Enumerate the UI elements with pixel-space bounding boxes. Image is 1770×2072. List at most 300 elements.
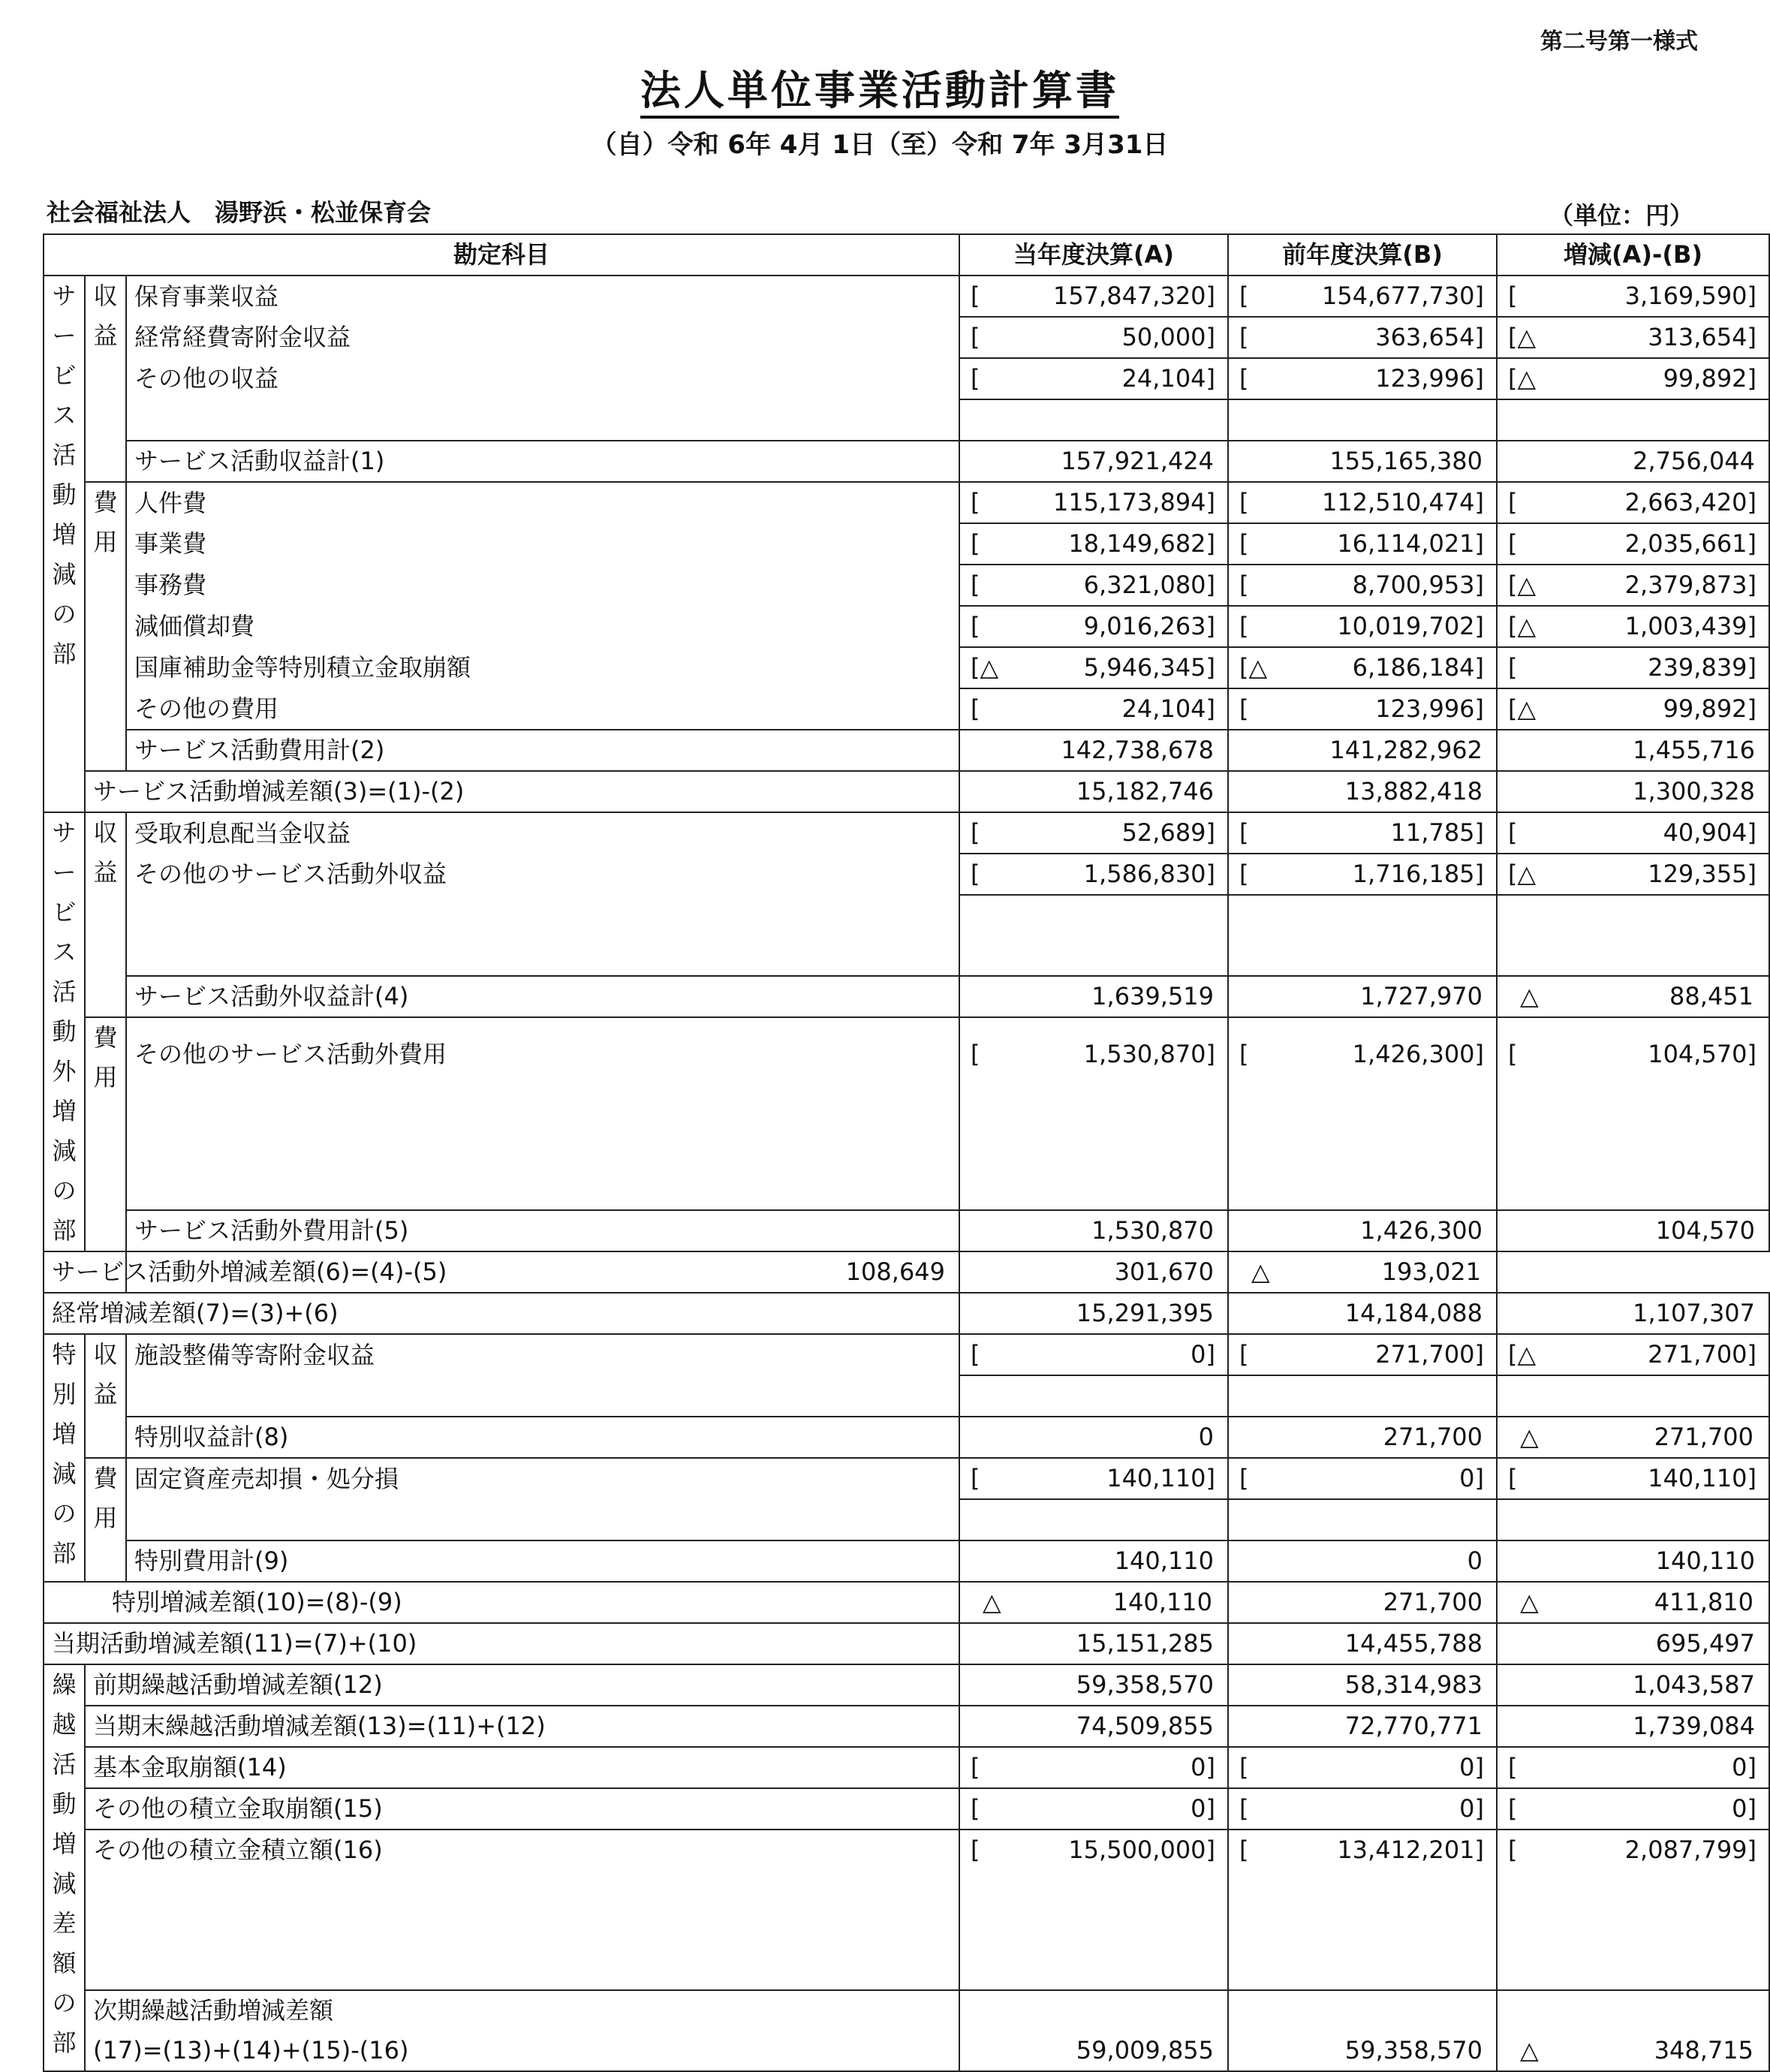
- table-row: [44, 1417, 1769, 1458]
- table-row: [44, 1334, 1769, 1375]
- subtotal-name: サービス活動費用計(2): [126, 730, 959, 771]
- table-row: [44, 647, 1769, 688]
- amount-value: 59,009,855: [1076, 2036, 1215, 2064]
- total-cell: [1228, 976, 1497, 1017]
- amount-value: 1,727,970: [1360, 982, 1483, 1010]
- bracket-open: [: [1508, 1836, 1518, 1864]
- bracket-open: [△: [1508, 364, 1537, 393]
- amount-cell: [959, 358, 1228, 399]
- subtotal-name: サービス活動収益計(1): [126, 441, 959, 482]
- item-name: その他の費用: [126, 688, 959, 730]
- amount-value: 1,426,300: [1360, 1216, 1483, 1245]
- amount-value: 129,355]: [1648, 860, 1757, 888]
- bracket-open: [: [1239, 488, 1249, 516]
- table-row: [44, 317, 1769, 358]
- section-svc-char: ー: [52, 321, 77, 350]
- amount-cell: [1497, 565, 1769, 606]
- table-row: [44, 1130, 1769, 1170]
- bracket-amount: [1236, 565, 1489, 605]
- bracket-amount: [968, 524, 1220, 564]
- spacer-cell: [126, 935, 959, 976]
- section-special-char: の: [52, 1499, 77, 1528]
- section-carry-char: 減: [52, 1869, 77, 1898]
- spacer-cell: [126, 1499, 959, 1540]
- table-row: [44, 976, 1769, 1017]
- bracket-open: [△: [1508, 694, 1537, 723]
- table-row: [44, 688, 1769, 730]
- amount-cell: [1497, 854, 1769, 895]
- bracket-open: [: [1239, 364, 1249, 393]
- amount-value: 0]: [1459, 1753, 1485, 1781]
- empty-cell: [1228, 1499, 1497, 1540]
- section-carry-char: 活: [52, 1750, 77, 1778]
- table-row: [44, 1990, 1769, 2031]
- amount-value: 1,530,870]: [1083, 1039, 1216, 1068]
- amount-value: 1,003,439]: [1624, 612, 1757, 640]
- label-special-expense-char: 用: [93, 1504, 118, 1532]
- total-cell: [959, 1706, 1228, 1747]
- table-row: [44, 1293, 1769, 1334]
- amount-value: 8,700,953]: [1352, 571, 1485, 599]
- amount-cell: [959, 482, 1228, 523]
- bracket-open: [: [1239, 1039, 1249, 1068]
- total-cell: [1228, 771, 1497, 812]
- label-nonsvc-income-char: 収: [93, 818, 118, 847]
- spacer-cell: [126, 1375, 959, 1417]
- total-cell: [1228, 1293, 1497, 1334]
- amount-cell: [959, 647, 1228, 688]
- total-amount: [968, 1583, 1220, 1622]
- total-amount: [1505, 977, 1761, 1016]
- table-row: [44, 1788, 1769, 1830]
- bracket-open: [△: [1508, 612, 1537, 640]
- bracket-open: [: [971, 1753, 980, 1781]
- amount-cell: [1497, 1747, 1769, 1788]
- amount-value: 2,663,420]: [1624, 488, 1757, 516]
- bracket-amount: [1505, 689, 1761, 729]
- amount-value: 1,586,830]: [1083, 860, 1216, 888]
- total-cell: [1497, 1540, 1769, 1582]
- total-cell: [1497, 2031, 1769, 2071]
- empty-cell: [1497, 1950, 1769, 1990]
- table-row: [44, 771, 1769, 812]
- bracket-open: [: [1239, 1836, 1249, 1864]
- amount-cell: [959, 1334, 1228, 1375]
- total-cell: [1228, 730, 1497, 771]
- section-nonsvc-char: 減: [52, 1137, 77, 1165]
- bracket-open: [: [1239, 1794, 1249, 1823]
- bracket-open: [: [971, 529, 980, 558]
- section-nonsvc-char: 増: [52, 1097, 77, 1125]
- amount-value: 3,169,590]: [1624, 282, 1757, 310]
- bracket-open: [: [971, 1340, 980, 1369]
- section-carry-char: 額: [52, 1949, 77, 1977]
- amount-value: 2,087,799]: [1624, 1836, 1757, 1864]
- bracket-amount: [1236, 1459, 1489, 1498]
- bracket-amount: [1505, 1459, 1761, 1498]
- table-row: [44, 1540, 1769, 1582]
- delta-mark: △: [1251, 1257, 1270, 1286]
- table-row: [44, 895, 1769, 935]
- table-row: [44, 1458, 1769, 1499]
- bracket-amount: [1236, 648, 1489, 688]
- section-carry-char: 差: [52, 1909, 77, 1938]
- empty-cell: [1497, 1130, 1769, 1170]
- bracket-amount: [968, 1830, 1220, 1870]
- amount-cell: [959, 523, 1228, 565]
- amount-value: 1,639,519: [1091, 982, 1215, 1010]
- total-cell: [959, 1582, 1228, 1623]
- table-row: [44, 565, 1769, 606]
- table-row: [44, 1870, 1769, 1910]
- total-cell: [1497, 1664, 1769, 1706]
- bracket-amount: [1505, 1830, 1761, 1870]
- amount-cell: [1497, 1788, 1769, 1830]
- bracket-amount: [1236, 1830, 1489, 1870]
- bracket-amount: [1505, 607, 1761, 646]
- amount-value: 142,738,678: [1061, 736, 1215, 764]
- bracket-amount: [968, 359, 1220, 399]
- amount-value: 74,509,855: [1076, 1712, 1215, 1740]
- header-current: 当年度決算(A): [959, 234, 1228, 276]
- bracket-open: [: [1239, 1340, 1249, 1369]
- table-row: [44, 358, 1769, 399]
- section-nonsvc-char: サ: [52, 818, 77, 847]
- amount-value: 0]: [1191, 1340, 1216, 1369]
- total-cell: [1228, 1540, 1497, 1582]
- bracket-open: [: [971, 1464, 980, 1492]
- header-previous: 前年度決算(B): [1228, 234, 1497, 276]
- empty-cell: [1497, 399, 1769, 441]
- amount-value: 0]: [1191, 1753, 1216, 1781]
- amount-value: 157,921,424: [1061, 447, 1215, 475]
- amount-value: 104,570: [1655, 1216, 1756, 1245]
- label-nonsvc-expense-char: 費: [93, 1023, 118, 1052]
- unit-label: （単位：円）: [1549, 201, 1693, 230]
- amount-value: 24,104]: [1121, 364, 1216, 393]
- amount-value: 695,497: [1655, 1629, 1756, 1658]
- bracket-open: [: [1508, 1753, 1518, 1781]
- total-cell: [1497, 1582, 1769, 1623]
- item-name: 受取利息配当金収益: [126, 812, 959, 854]
- delta-mark: △: [983, 1588, 1001, 1616]
- section-nonsvc-char: 動: [52, 1017, 77, 1046]
- form-label: 第二号第一様式: [1540, 29, 1698, 55]
- bracket-amount: [968, 1335, 1220, 1375]
- amount-value: 193,021: [1381, 1257, 1482, 1286]
- bracket-open: [△: [1508, 860, 1537, 888]
- section-special-char: 特: [52, 1340, 77, 1369]
- amount-value: 157,847,320]: [1052, 282, 1216, 310]
- bracket-open: [: [1508, 488, 1518, 516]
- total-cell: [959, 976, 1228, 1017]
- table-row: [44, 523, 1769, 565]
- table-row: [44, 1950, 1769, 1990]
- bracket-open: [: [1239, 1753, 1249, 1781]
- empty-cell: [1497, 1170, 1769, 1210]
- amount-value: 1,455,716: [1633, 736, 1756, 764]
- amount-value: 99,892]: [1663, 694, 1757, 723]
- section-nonsvc-char: ビ: [52, 898, 77, 926]
- section-carry-char: 部: [52, 2028, 77, 2057]
- amount-value: 104,570]: [1648, 1039, 1757, 1068]
- table-row: [44, 1623, 1769, 1664]
- section-special-char: 部: [52, 1539, 77, 1568]
- table-row: [44, 1170, 1769, 1210]
- table-row: [44, 276, 1769, 317]
- section-svc-char: サ: [52, 282, 77, 310]
- bracket-amount: [1236, 689, 1489, 729]
- table-row: [44, 1251, 1769, 1293]
- amount-cell: [959, 1017, 1228, 1090]
- amount-value: 140,110]: [1106, 1464, 1216, 1492]
- empty-cell: [959, 399, 1228, 441]
- bracket-open: [: [1508, 818, 1518, 847]
- bracket-amount: [1505, 813, 1761, 853]
- section-svc: [44, 276, 85, 812]
- delta-mark: △: [1520, 2036, 1539, 2064]
- total-cell: [1497, 1293, 1769, 1334]
- total-cell: [1497, 441, 1769, 482]
- section-carry-char: 繰: [52, 1670, 77, 1699]
- amount-value: 6,321,080]: [1083, 571, 1216, 599]
- amount-value: 411,810: [1654, 1588, 1754, 1616]
- bracket-amount: [968, 1789, 1220, 1829]
- amount-cell: [1228, 1017, 1497, 1090]
- total-cell: [1497, 1417, 1769, 1458]
- item-name: その他のサービス活動外収益: [126, 854, 959, 895]
- bracket-amount: [968, 565, 1220, 605]
- item-name: 前期繰越活動増減差額(12): [85, 1664, 959, 1706]
- bracket-amount: [1236, 276, 1489, 316]
- amount-cell: [1497, 647, 1769, 688]
- total-amount: [1236, 1252, 1489, 1292]
- amount-cell: [1497, 317, 1769, 358]
- label-special-income-char: 収: [93, 1340, 118, 1369]
- bracket-open: [△: [971, 653, 999, 682]
- section-nonsvc-char: ス: [52, 938, 77, 966]
- total-cell: [959, 771, 1228, 812]
- total-cell: [1497, 976, 1769, 1017]
- amount-value: 115,173,894]: [1052, 488, 1216, 516]
- section-special-char: 減: [52, 1459, 77, 1488]
- bracket-amount: [968, 689, 1220, 729]
- spacer-cell: [126, 399, 959, 441]
- table-row: [44, 1706, 1769, 1747]
- amount-value: 52,689]: [1121, 818, 1216, 847]
- section-nonsvc-char: 外: [52, 1057, 77, 1086]
- bracket-open: [: [971, 323, 980, 351]
- empty-cell: [1497, 1990, 1769, 2031]
- bracket-open: [: [1239, 282, 1249, 310]
- empty-cell: [1497, 895, 1769, 935]
- section-svc-char: ス: [52, 401, 77, 429]
- amount-cell: [1497, 276, 1769, 317]
- bracket-open: [: [1239, 1464, 1249, 1492]
- section-nonsvc-char: 部: [52, 1216, 77, 1245]
- amount-value: 99,892]: [1663, 364, 1757, 393]
- item-name: 当期末繰越活動増減差額(13)=(11)+(12): [85, 1706, 959, 1747]
- spacer-cell: [126, 1170, 959, 1210]
- amount-cell: [1497, 1017, 1769, 1090]
- spacer-cell: [126, 895, 959, 935]
- header-diff: 増減(A)-(B): [1497, 234, 1769, 276]
- amount-value: 1,107,307: [1633, 1299, 1756, 1327]
- item-name: その他の収益: [126, 358, 959, 399]
- amount-value: 10,019,702]: [1337, 612, 1485, 640]
- amount-value: 0]: [1191, 1794, 1216, 1823]
- amount-value: 15,291,395: [1076, 1299, 1215, 1327]
- amount-value: 13,882,418: [1344, 777, 1483, 806]
- table-row: [44, 812, 1769, 854]
- label-nonsvc-expense: [85, 1017, 126, 1251]
- amount-value: 0: [1198, 1423, 1215, 1451]
- bracket-open: [: [1239, 571, 1249, 599]
- item-name: 減価償却費: [126, 606, 959, 647]
- bracket-open: [: [971, 1039, 980, 1068]
- label-svc-expense: [85, 482, 126, 771]
- bracket-open: [: [1239, 694, 1249, 723]
- total-cell: [1497, 771, 1769, 812]
- amount-value: 140,110: [1112, 1588, 1213, 1616]
- amount-cell: [1228, 276, 1497, 317]
- amount-value: 2,379,873]: [1624, 571, 1757, 599]
- section-nonsvc: [44, 812, 85, 1251]
- amount-cell: [959, 606, 1228, 647]
- total-cell: [1228, 1417, 1497, 1458]
- bracket-open: [△: [1239, 653, 1268, 682]
- amount-cell: [1497, 812, 1769, 854]
- bracket-open: [△: [1508, 323, 1537, 351]
- label-nonsvc-income-char: 益: [93, 858, 118, 887]
- diff-name: サービス活動外増減差額(6)=(4)-(5): [44, 1251, 126, 1293]
- amount-cell: [1228, 1788, 1497, 1830]
- bracket-amount: [968, 1748, 1220, 1787]
- table-row: [44, 482, 1769, 523]
- organization-name: 社会福祉法人 湯野浜・松並保育会: [47, 198, 432, 227]
- subtotal-name: サービス活動外費用計(5): [126, 1210, 959, 1251]
- empty-cell: [959, 1870, 1228, 1910]
- empty-cell: [1228, 895, 1497, 935]
- amount-cell: [959, 317, 1228, 358]
- amount-value: 58,314,983: [1344, 1670, 1483, 1699]
- label-special-expense: [85, 1458, 126, 1582]
- bracket-amount: [1236, 1335, 1489, 1375]
- section-svc-char: の: [52, 600, 77, 628]
- empty-cell: [959, 1090, 1228, 1130]
- bracket-amount: [1505, 483, 1761, 523]
- empty-cell: [1228, 399, 1497, 441]
- section-svc-char: ビ: [52, 361, 77, 390]
- bracket-open: [: [1239, 612, 1249, 640]
- total-cell: [959, 1540, 1228, 1582]
- bracket-open: [: [1239, 529, 1249, 558]
- activity-statement-table: [43, 233, 1770, 2072]
- document-title: [0, 59, 1759, 116]
- subtotal-name: サービス活動外収益計(4): [126, 976, 959, 1017]
- section-svc-char: 増: [52, 520, 77, 549]
- table-row: [44, 730, 1769, 771]
- total-cell: [1497, 1706, 1769, 1747]
- empty-cell: [1228, 1870, 1497, 1910]
- spacer-cell: [85, 1950, 959, 1990]
- label-special-income: [85, 1334, 126, 1458]
- bracket-amount: [968, 483, 1220, 523]
- amount-cell: [1228, 1458, 1497, 1499]
- bracket-amount: [1505, 565, 1761, 605]
- empty-cell: [959, 1130, 1228, 1170]
- amount-cell: [1228, 1334, 1497, 1375]
- table-row: [44, 1582, 1769, 1623]
- item-name: 保育事業収益: [126, 276, 959, 317]
- amount-cell: [1228, 1830, 1497, 1870]
- amount-value: 313,654]: [1648, 323, 1757, 351]
- section-carry-char: の: [52, 1989, 77, 2017]
- table-row: [44, 399, 1769, 441]
- amount-cell: [1497, 688, 1769, 730]
- statement-body: [44, 276, 1769, 2071]
- bracket-open: [: [971, 860, 980, 888]
- header-item: 勘定科目: [44, 234, 959, 276]
- bracket-open: [: [971, 488, 980, 516]
- amount-cell: [1228, 812, 1497, 854]
- bracket-amount: [968, 318, 1220, 357]
- bracket-open: [: [1508, 529, 1518, 558]
- next-carry-formula: (17)=(13)+(14)+(15)-(16): [85, 2031, 959, 2071]
- bracket-amount: [1236, 813, 1489, 853]
- diff-name: 特別増減差額(10)=(8)-(9): [44, 1582, 959, 1623]
- bracket-open: [: [971, 818, 980, 847]
- empty-cell: [1228, 1375, 1497, 1417]
- bracket-amount: [1236, 524, 1489, 564]
- table-row: [44, 854, 1769, 895]
- section-carry: [44, 1664, 85, 2071]
- section-special: [44, 1334, 85, 1582]
- amount-value: 271,700]: [1375, 1340, 1485, 1369]
- spacer-cell: [85, 1870, 959, 1910]
- subtotal-name: 特別収益計(8): [126, 1417, 959, 1458]
- bracket-amount: [968, 648, 1220, 688]
- bracket-amount: [1505, 1034, 1761, 1074]
- amount-cell: [1228, 1747, 1497, 1788]
- period: （自）令和 6年 4月 1日（至）令和 7年 3月31日: [591, 130, 1169, 160]
- item-name: 施設整備等寄附金収益: [126, 1334, 959, 1375]
- diff-name: サービス活動増減差額(3)=(1)-(2): [85, 771, 959, 812]
- total-cell: [959, 730, 1228, 771]
- section-svc-char: 活: [52, 441, 77, 469]
- bracket-open: [: [971, 1794, 980, 1823]
- amount-value: 155,165,380: [1329, 447, 1483, 475]
- amount-cell: [1228, 606, 1497, 647]
- section-svc-char: 動: [52, 480, 77, 509]
- bracket-open: [: [1239, 860, 1249, 888]
- total-cell: [1228, 441, 1497, 482]
- title-text: 法人単位事業活動計算書: [640, 67, 1119, 119]
- amount-value: 72,770,771: [1344, 1712, 1483, 1740]
- period-diff-name: 当期活動増減差額(11)=(7)+(10): [44, 1623, 959, 1664]
- empty-cell: [959, 1499, 1228, 1540]
- bracket-amount: [1236, 1748, 1489, 1787]
- table-row: [44, 1747, 1769, 1788]
- item-name: 人件費: [126, 482, 959, 523]
- amount-value: 271,700: [1383, 1588, 1483, 1616]
- bracket-open: [: [1508, 282, 1518, 310]
- empty-cell: [959, 1910, 1228, 1950]
- total-cell: [1497, 1623, 1769, 1664]
- amount-value: 24,104]: [1121, 694, 1216, 723]
- amount-value: 9,016,263]: [1083, 612, 1216, 640]
- bracket-open: [: [1508, 1794, 1518, 1823]
